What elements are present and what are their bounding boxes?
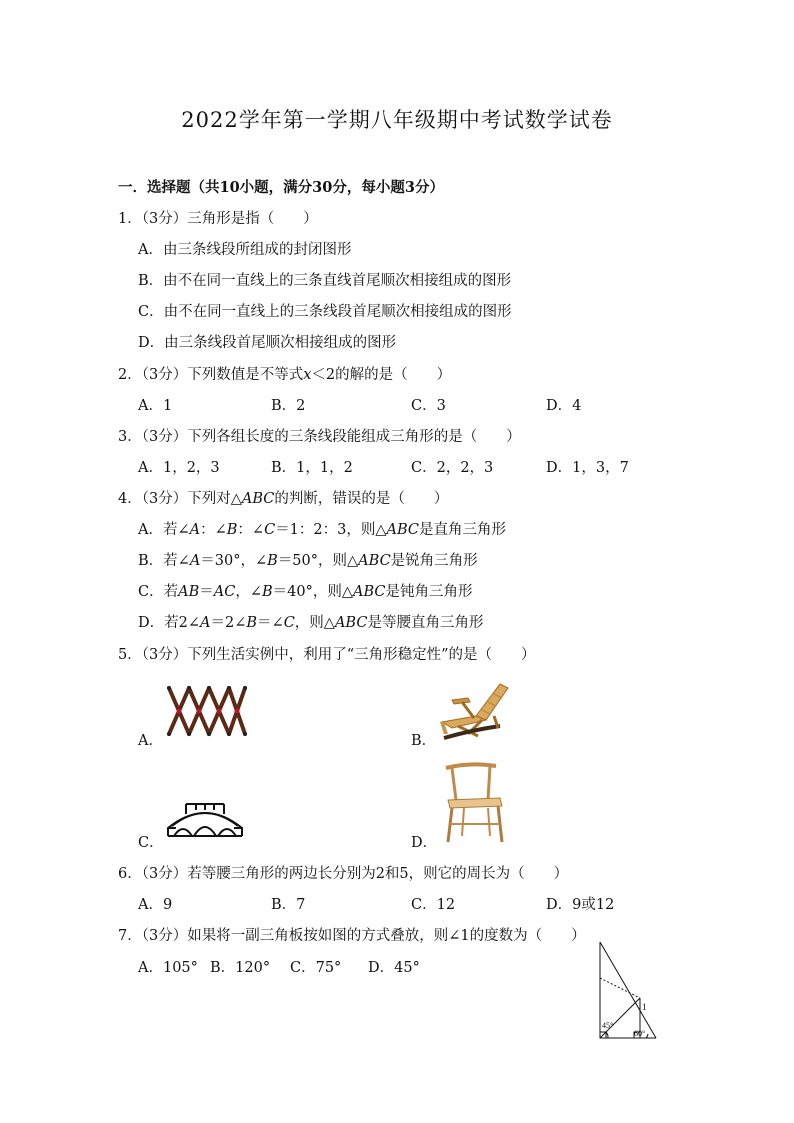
- wooden-chair-image: [440, 762, 506, 844]
- q4-option-b: B．若∠A＝30°，∠B＝50°，则△ABC是锐角三角形: [138, 553, 478, 569]
- q5-option-a: A．: [138, 733, 163, 749]
- question-3-stem: 3．（3分）下列各组长度的三条线段能组成三角形的是（ ）: [118, 429, 521, 445]
- q5-option-b: B．: [411, 733, 437, 749]
- q7-option-a: A．105°: [138, 960, 198, 976]
- q4-option-a: A．若∠A：∠B：∠C＝1：2：3，则△ABC是直角三角形: [138, 522, 507, 538]
- triangle-ruler-figure: [594, 938, 660, 1042]
- q2-option-d: D．4: [546, 398, 582, 414]
- q6-option-b: B．7: [271, 897, 306, 913]
- q3-option-b: B．1，1，2: [271, 460, 353, 476]
- q5-option-d: D．: [411, 835, 438, 851]
- q2-option-a: A．1: [138, 398, 173, 414]
- arch-bridge-image: [166, 796, 244, 842]
- q1-option-d: D．由三条线段首尾顺次相接组成的图形: [138, 335, 397, 351]
- folding-recliner-chair-image: [438, 676, 510, 744]
- lazy-tongs-rack-image: [165, 682, 249, 740]
- question-4-stem: 4．（3分）下列对△ABC的判断，错误的是（ ）: [118, 491, 449, 507]
- section-heading: 一．选择题（共10小题，满分30分，每小题3分）: [118, 179, 444, 196]
- question-6-stem: 6．（3分）若等腰三角形的两边长分别为2和5，则它的周长为（ ）: [118, 866, 569, 882]
- angle-1-label: 1: [642, 1002, 647, 1012]
- q1-option-b: B．由不在同一直线上的三条直线首尾顺次相接组成的图形: [138, 273, 512, 289]
- q6-option-d: D．9或12: [546, 897, 615, 913]
- q4-option-c: C．若AB＝AC，∠B＝40°，则△ABC是钝角三角形: [138, 584, 473, 600]
- q1-option-c: C．由不在同一直线上的三条线段首尾顺次相接组成的图形: [138, 304, 512, 320]
- q3-option-d: D．1，3，7: [546, 460, 629, 476]
- angle-60-label: 60°: [634, 1029, 646, 1038]
- question-7-stem: 7．（3分）如果将一副三角板按如图的方式叠放，则∠1的度数为（ ）: [118, 928, 586, 944]
- q3-option-a: A．1，2，3: [138, 460, 220, 476]
- q2-option-c: C．3: [411, 398, 446, 414]
- q7-option-d: D．45°: [368, 960, 420, 976]
- q5-option-c: C．: [138, 835, 164, 851]
- q6-option-c: C．12: [411, 897, 456, 913]
- q1-option-a: A．由三条线段所组成的封闭图形: [138, 242, 352, 258]
- q7-option-b: B．120°: [210, 960, 271, 976]
- question-5-stem: 5．（3分）下列生活实例中，利用了“三角形稳定性”的是（ ）: [118, 647, 536, 663]
- q3-option-c: C．2，2，3: [411, 460, 494, 476]
- q4-option-d: D．若2∠A＝2∠B＝∠C，则△ABC是等腰直角三角形: [138, 615, 484, 631]
- angle-45-label: 45°: [602, 1021, 614, 1030]
- q2-option-b: B．2: [271, 398, 306, 414]
- question-2-stem: 2．（3分）下列数值是不等式x＜2的解的是（ ）: [118, 367, 452, 383]
- q6-option-a: A．9: [138, 897, 173, 913]
- page-title: 2022学年第一学期八年级期中考试数学试卷: [181, 108, 613, 132]
- q7-option-c: C．75°: [290, 960, 342, 976]
- question-1-stem: 1．（3分）三角形是指（ ）: [118, 211, 318, 227]
